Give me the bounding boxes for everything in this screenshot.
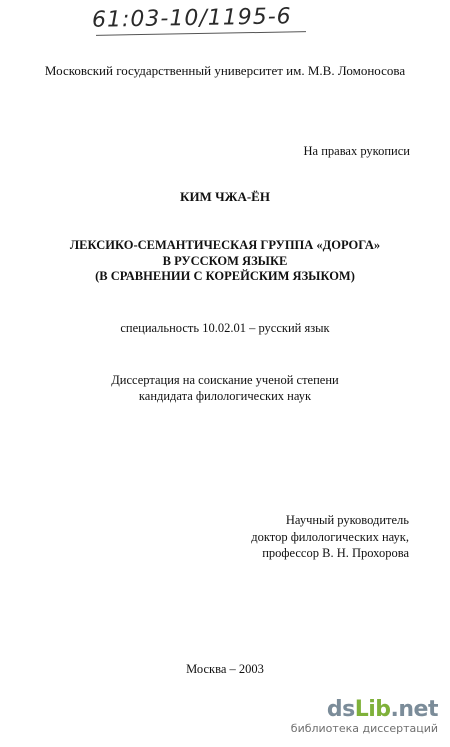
supervisor-line-2: доктор филологических наук,	[251, 529, 409, 544]
supervisor-block	[251, 512, 409, 562]
logo-lib: Lib	[354, 697, 391, 722]
author-name: КИМ ЧЖА-ЁН	[180, 189, 270, 204]
dissertation-title	[0, 238, 450, 285]
handwritten-registration-code: 61:03-10/1195-6	[91, 4, 292, 33]
university-name: Московский государственный университет им. М.В. Ломоносова	[44, 63, 406, 78]
logo-net: .net	[390, 697, 438, 722]
dslib-watermark[interactable]	[291, 699, 438, 735]
title-line-2: В РУССКОМ ЯЗЫКЕ	[162, 253, 288, 268]
dslib-logo[interactable]	[291, 699, 438, 721]
specialty: специальность 10.02.01 – русский язык	[120, 321, 330, 335]
degree-statement	[0, 372, 450, 404]
degree-line-1: Диссертация на соискание ученой степени	[111, 373, 339, 387]
rights-note: На правах рукописи	[303, 144, 410, 158]
title-line-3: (В СРАВНЕНИИ С КОРЕЙСКИМ ЯЗЫКОМ)	[95, 269, 355, 283]
logo-ds: ds	[326, 697, 355, 722]
degree-line-2: кандидата филологических наук	[138, 389, 312, 403]
city-year: Москва – 2003	[186, 662, 264, 676]
watermark-subtitle: библиотека диссертаций	[290, 722, 438, 735]
title-line-1: ЛЕКСИКО-СЕМАНТИЧЕСКАЯ ГРУППА «ДОРОГА»	[69, 238, 381, 252]
supervisor-line-3: профессор В. Н. Прохорова	[262, 546, 409, 560]
supervisor-line-1: Научный руководитель	[285, 513, 409, 527]
